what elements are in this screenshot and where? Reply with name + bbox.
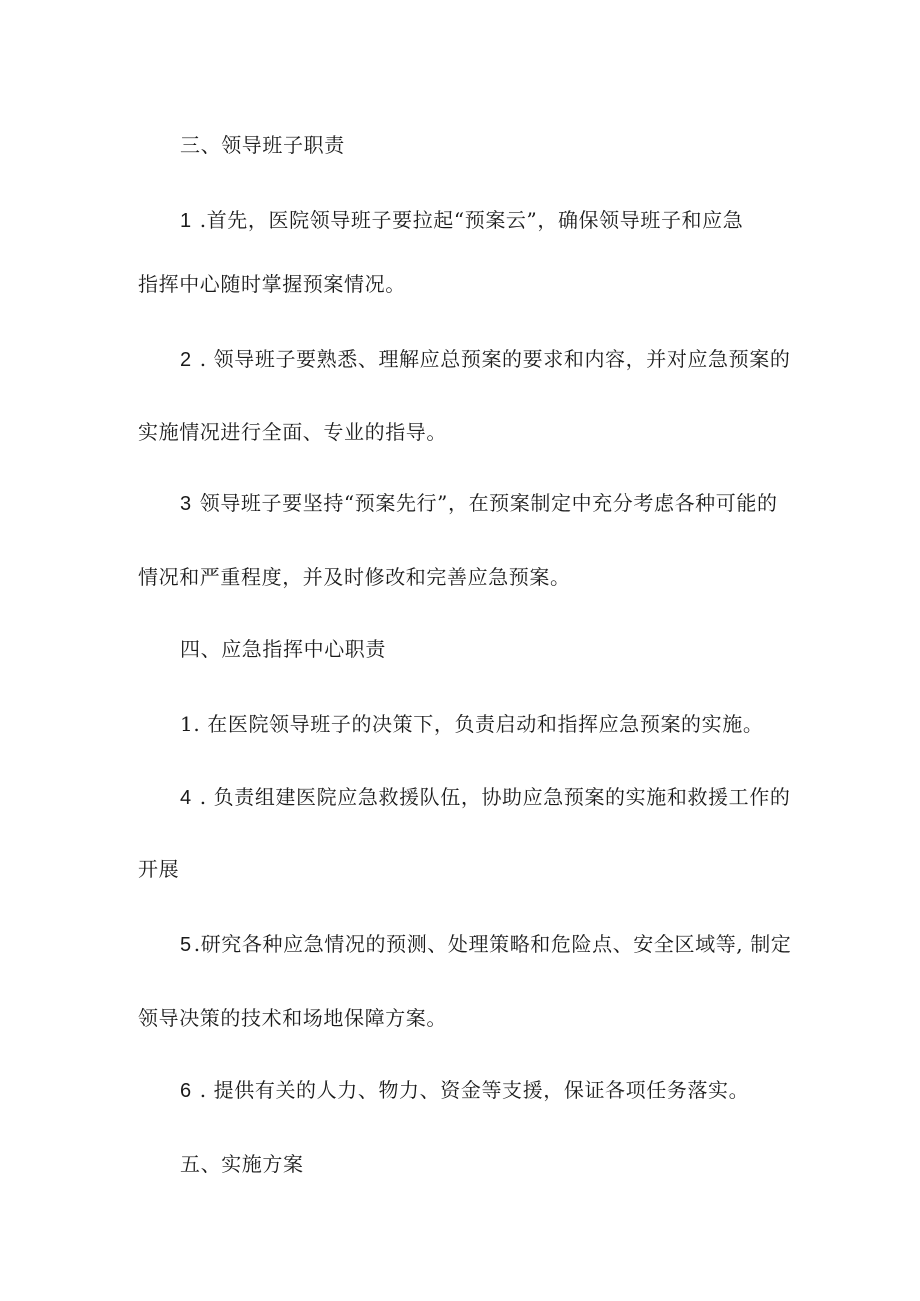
item-number: 1	[180, 210, 192, 232]
item-number: 4	[180, 787, 192, 809]
item-number: 6	[180, 1080, 192, 1102]
item-text: . 负责组建医院应急救援队伍，协助应急预案的实施和救援工作的	[199, 785, 791, 809]
item-number: 5	[180, 934, 192, 956]
list-item-continuation: 实施情况进行全面、专业的指导。	[138, 420, 447, 444]
item-text: 领导班子要坚持“预案先行”，在预案制定中充分考虑各种可能的	[199, 491, 778, 515]
list-item-line	[180, 1076, 749, 1105]
list-item-continuation: 情况和严重程度，并及时修改和完善应急预案。	[138, 565, 571, 589]
list-item-continuation: 指挥中心随时掌握预案情况。	[138, 272, 406, 296]
list-item-line	[180, 930, 791, 959]
list-item-continuation: 开展	[138, 857, 180, 881]
list-item-line	[180, 783, 790, 812]
list-item-line	[180, 206, 743, 235]
item-text: .首先，医院领导班子要拉起“预案云”，确保领导班子和应急	[199, 208, 744, 232]
section-heading-5: 五、实施方案	[180, 1152, 304, 1176]
item-text: .研究各种应急情况的预测、处理策略和危险点、安全区域等, 制定	[193, 932, 792, 956]
list-item-line: 1. 在医院领导班子的决策下，负责启动和指挥应急预案的实施。	[180, 712, 764, 736]
item-number: 3	[180, 493, 192, 515]
list-item-line	[180, 489, 778, 518]
list-item-line	[180, 345, 790, 374]
section-heading-4: 四、应急指挥中心职责	[180, 637, 386, 661]
item-text: . 提供有关的人力、物力、资金等支援，保证各项任务落实。	[199, 1078, 750, 1102]
list-item-continuation: 领导决策的技术和场地保障方案。	[138, 1006, 447, 1030]
section-heading-3: 三、领导班子职责	[180, 133, 345, 157]
item-number: 2	[180, 349, 192, 371]
item-text: . 领导班子要熟悉、理解应总预案的要求和内容，并对应急预案的	[199, 347, 791, 371]
